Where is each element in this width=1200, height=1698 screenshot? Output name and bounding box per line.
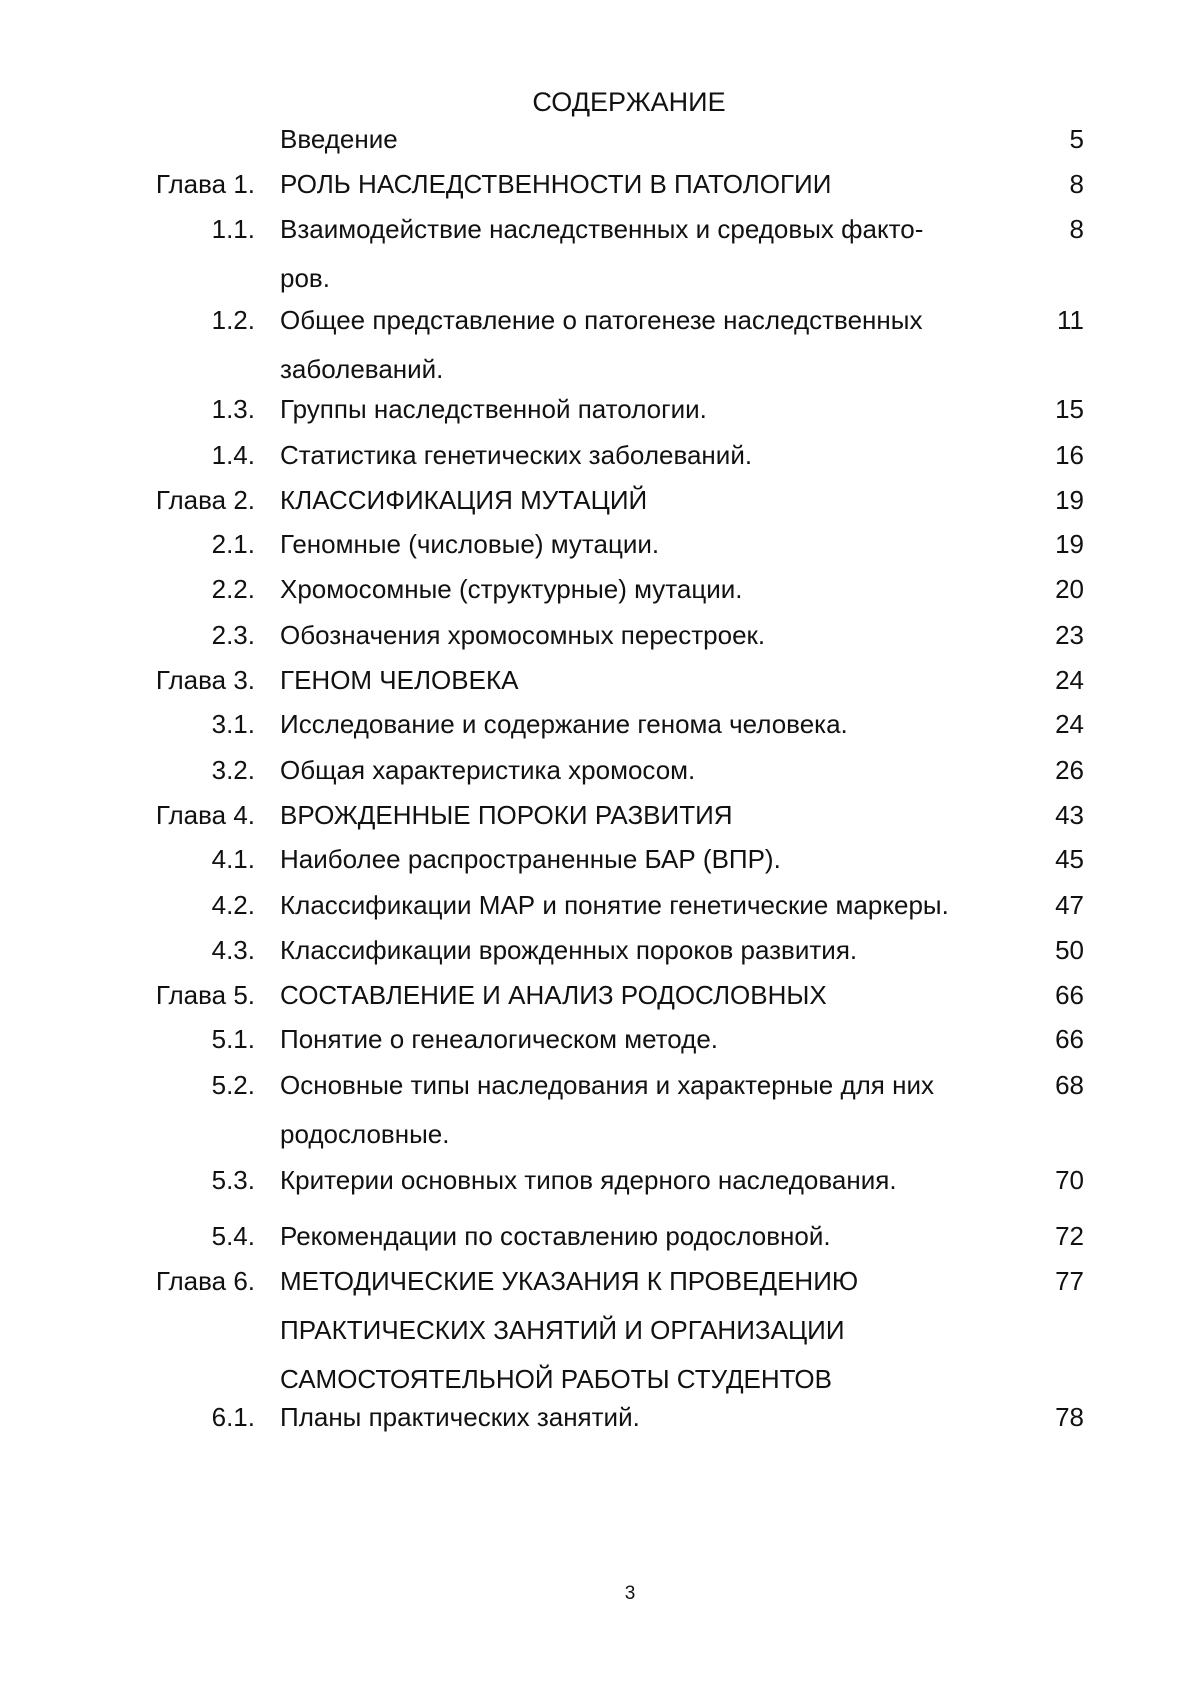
toc-entry-label: 2.1. <box>212 520 255 569</box>
page-number: 3 <box>0 1582 1200 1606</box>
toc-entry-title <box>280 700 848 749</box>
toc-entry-title-line: КЛАССИФИКАЦИЯ МУТАЦИЙ <box>280 476 647 525</box>
toc-entry-title <box>280 746 695 795</box>
toc-entry-page-number: 11 <box>1057 296 1084 345</box>
toc-entry-title-line: Статистика генетических заболеваний. <box>280 431 752 480</box>
toc-entry-title <box>280 160 831 209</box>
toc-entry-label: 5.3. <box>212 1156 255 1205</box>
toc-entry-label: 4.3. <box>212 926 255 975</box>
toc-entry-title-line: Исследование и содержание генома человека. <box>280 700 848 749</box>
toc-entry-title <box>280 881 949 930</box>
toc-entry-label: 1.4. <box>212 431 255 480</box>
toc-entry-title-line: заболеваний. <box>280 345 922 394</box>
toc-entry-title-line: МЕТОДИЧЕСКИЕ УКАЗАНИЯ К ПРОВЕДЕНИЮ <box>280 1257 858 1306</box>
toc-entry-page-number: 16 <box>1055 431 1084 480</box>
toc-entry-page-number: 45 <box>1055 835 1084 884</box>
toc-entry-title-line: ров. <box>280 254 923 303</box>
toc-entry-title-line: Наиболее распространенные БАР (ВПР). <box>280 835 781 884</box>
toc-entry-title-line: родословные. <box>280 1110 934 1159</box>
toc-entry-page-number: 70 <box>1055 1156 1084 1205</box>
toc-entry-page-number: 72 <box>1055 1212 1084 1261</box>
toc-entry-label: 2.2. <box>212 565 255 614</box>
toc-entry-label: 4.1. <box>212 835 255 884</box>
toc-entry-page-number: 24 <box>1055 656 1084 705</box>
toc-entry-title <box>280 1015 718 1064</box>
toc-entry-label: Глава 3. <box>156 656 255 705</box>
toc-entry-title-line: Общая характеристика хромосом. <box>280 746 695 795</box>
toc-entry-label: Глава 1. <box>156 160 255 209</box>
toc-entry-page-number: 66 <box>1055 1015 1084 1064</box>
toc-entry-title <box>280 1212 831 1261</box>
toc-entry-page-number: 15 <box>1055 385 1084 434</box>
toc-entry-page-number: 8 <box>1070 160 1084 209</box>
toc-entry-title-line: Основные типы наследования и характерные для них <box>280 1061 934 1110</box>
toc-entry-label: 4.2. <box>212 881 255 930</box>
toc-entry-label: Глава 6. <box>156 1257 255 1306</box>
toc-entry-title <box>280 1061 934 1159</box>
toc-entry-page-number: 19 <box>1055 520 1084 569</box>
toc-entry-title-line: Рекомендации по составлению родословной. <box>280 1212 831 1261</box>
toc-entry-page-number: 23 <box>1055 611 1084 660</box>
toc-entry-label: 6.1. <box>212 1393 255 1442</box>
toc-entry-title <box>280 611 765 660</box>
toc-entry-page-number: 47 <box>1055 881 1084 930</box>
toc-entry-title <box>280 431 752 480</box>
toc-entry-page-number: 19 <box>1055 476 1084 525</box>
toc-entry-label: 1.1. <box>212 205 255 254</box>
toc-entry-title <box>280 835 781 884</box>
toc-entry-label: 3.2. <box>212 746 255 795</box>
toc-entry-title <box>280 565 743 614</box>
toc-entry-title-line: Обозначения хромосомных перестроек. <box>280 611 765 660</box>
toc-entry-title <box>280 791 733 840</box>
toc-entry-page-number: 5 <box>1070 115 1084 164</box>
toc-entry-title-line: Классификации врожденных пороков развития. <box>280 926 857 975</box>
toc-entry-page-number: 8 <box>1070 205 1084 254</box>
toc-entry-title <box>280 520 659 569</box>
toc-entry-label: 2.3. <box>212 611 255 660</box>
toc-entry-title-line: Геномные (числовые) мутации. <box>280 520 659 569</box>
toc-entry-title-line: ПРАКТИЧЕСКИХ ЗАНЯТИЙ И ОРГАНИЗАЦИИ <box>280 1306 858 1355</box>
toc-entry-label: 5.2. <box>212 1061 255 1110</box>
toc-entry-title-line: Взаимодействие наследственных и средовых факто- <box>280 205 923 254</box>
toc-entry-page-number: 24 <box>1055 700 1084 749</box>
toc-entry-title-line: РОЛЬ НАСЛЕДСТВЕННОСТИ В ПАТОЛОГИИ <box>280 160 831 209</box>
toc-entry-page-number: 50 <box>1055 926 1084 975</box>
toc-entry-title <box>280 476 647 525</box>
toc-entry-title-line: Общее представление о патогенезе наследственных <box>280 296 922 345</box>
document-page <box>0 0 1200 1698</box>
toc-entry-page-number: 43 <box>1055 791 1084 840</box>
toc-entry-title <box>280 926 857 975</box>
toc-entry-label: Глава 5. <box>156 971 255 1020</box>
toc-entry-title-line: ГЕНОМ ЧЕЛОВЕКА <box>280 656 518 705</box>
toc-entry-page-number: 66 <box>1055 971 1084 1020</box>
toc-entry-title <box>280 971 827 1020</box>
toc-entry-label: 1.3. <box>212 385 255 434</box>
toc-entry-page-number: 68 <box>1055 1061 1084 1110</box>
toc-entry-title <box>280 1156 897 1205</box>
toc-entry-label: Глава 4. <box>156 791 255 840</box>
toc-entry-title-line: ВРОЖДЕННЫЕ ПОРОКИ РАЗВИТИЯ <box>280 791 733 840</box>
toc-entry-label: 5.1. <box>212 1015 255 1064</box>
toc-entry-title-line: СОСТАВЛЕНИЕ И АНАЛИЗ РОДОСЛОВНЫХ <box>280 971 827 1020</box>
toc-entry-title <box>280 205 923 303</box>
toc-entry-page-number: 77 <box>1055 1257 1084 1306</box>
toc-entry-title <box>280 1393 640 1442</box>
toc-entry-title <box>280 1257 858 1404</box>
toc-entry-label: Глава 2. <box>156 476 255 525</box>
toc-entry-label: 1.2. <box>212 296 255 345</box>
toc-entry-title-line: Группы наследственной патологии. <box>280 385 707 434</box>
toc-entry-title-line: Классификации МАР и понятие генетические маркеры. <box>280 881 949 930</box>
toc-entry-title <box>280 385 707 434</box>
toc-entry-title-line: Понятие о генеалогическом методе. <box>280 1015 718 1064</box>
toc-entry-page-number: 26 <box>1055 746 1084 795</box>
toc-entry-label: 3.1. <box>212 700 255 749</box>
toc-entry-title-line: Введение <box>280 115 398 164</box>
toc-title: СОДЕРЖАНИЕ <box>0 82 1200 122</box>
toc-entry-title-line: САМОСТОЯТЕЛЬНОЙ РАБОТЫ СТУДЕНТОВ <box>280 1355 858 1404</box>
toc-entry-title <box>280 296 922 394</box>
toc-entry-title-line: Критерии основных типов ядерного наследования. <box>280 1156 897 1205</box>
toc-entry-page-number: 78 <box>1055 1393 1084 1442</box>
toc-entry-title <box>280 115 398 164</box>
toc-entry-title <box>280 656 518 705</box>
toc-entry-title-line: Хромосомные (структурные) мутации. <box>280 565 743 614</box>
toc-entry-page-number: 20 <box>1055 565 1084 614</box>
toc-entry-label: 5.4. <box>212 1212 255 1261</box>
toc-entry-title-line: Планы практических занятий. <box>280 1393 640 1442</box>
